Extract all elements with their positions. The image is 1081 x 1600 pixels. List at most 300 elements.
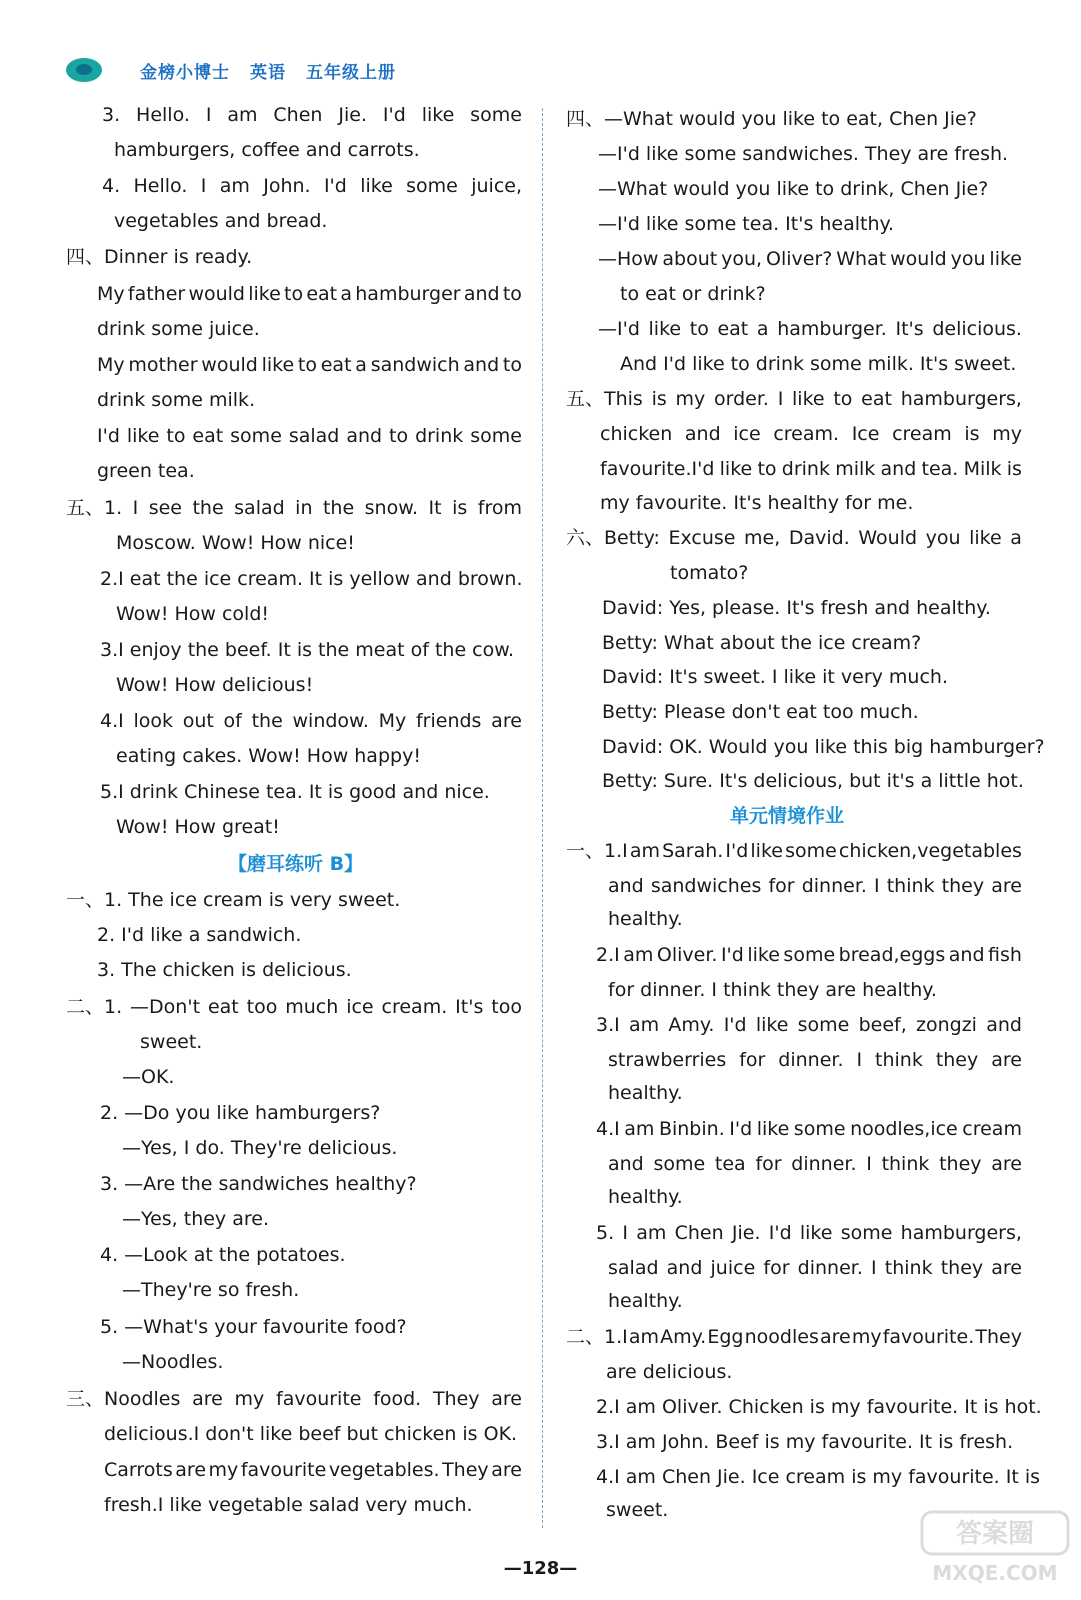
text-line: 5. —What's your favourite food? <box>100 1316 407 1338</box>
word: my <box>234 1388 265 1410</box>
word: and <box>463 354 500 376</box>
text-line: healthy. <box>608 1290 683 1312</box>
text-line <box>596 1012 1022 1038</box>
text-line <box>97 352 522 378</box>
text-line: And I'd like to drink some milk. It's sweet. <box>620 353 1017 375</box>
text-line: healthy. <box>608 1082 683 1104</box>
text-line <box>600 421 1022 447</box>
text-line <box>97 281 522 307</box>
text-line <box>596 942 1022 968</box>
word: is <box>452 497 468 519</box>
word: order. <box>713 388 769 410</box>
text-line <box>566 525 1022 551</box>
word: to <box>757 458 777 480</box>
text-line: Betty: Sure. It's delicious, but it's a little hot. <box>602 770 1024 792</box>
word: hamburger <box>355 283 461 305</box>
word: my <box>851 1326 882 1348</box>
word: 二、1. <box>66 996 123 1018</box>
word: zongzi <box>916 1014 977 1036</box>
word: from <box>477 497 522 519</box>
word: to <box>502 354 522 376</box>
word: like <box>126 425 160 447</box>
text-line <box>596 1220 1022 1246</box>
word: some <box>470 425 522 447</box>
word: My <box>378 710 407 732</box>
word: They <box>975 1326 1022 1348</box>
word: like <box>989 248 1022 270</box>
word: like <box>747 944 780 966</box>
word: too <box>491 996 522 1018</box>
text-line: healthy. <box>608 1186 683 1208</box>
word: think <box>886 875 935 897</box>
word: They <box>432 1388 480 1410</box>
word: —Don't <box>130 996 201 1018</box>
word: Amy. <box>668 1014 715 1036</box>
word: for <box>739 1049 766 1071</box>
word: see <box>148 497 182 519</box>
word: milk <box>835 458 876 480</box>
word: you, <box>721 248 763 270</box>
word: eat <box>320 354 352 376</box>
word: are <box>819 1326 851 1348</box>
text-line: —I'd like some tea. It's healthy. <box>598 213 895 235</box>
word: mother <box>128 354 198 376</box>
word: 五、1. <box>66 497 123 519</box>
text-line: green tea. <box>97 460 195 482</box>
word: tea. <box>921 458 959 480</box>
word: sandwiches <box>650 875 762 897</box>
word: I'd <box>723 1014 747 1036</box>
word: some <box>230 425 282 447</box>
word: juice <box>710 1257 756 1279</box>
word: you <box>950 248 986 270</box>
word: like <box>792 388 825 410</box>
text-line: 4.I am Chen Jie. Ice cream is my favourite. It is <box>596 1466 1041 1488</box>
word: I <box>866 1153 872 1175</box>
word: dinner. <box>791 1153 857 1175</box>
word: sandwich <box>370 354 460 376</box>
word: am <box>628 1014 660 1036</box>
text-line: are delicious. <box>606 1361 733 1383</box>
word: 2.I <box>596 944 620 966</box>
word: noodles,ice <box>850 1118 958 1140</box>
word: like <box>248 283 281 305</box>
word: you <box>925 527 961 549</box>
word: I <box>856 1049 863 1071</box>
word: a <box>1010 527 1022 549</box>
word: are <box>991 1257 1022 1279</box>
word: like <box>719 458 753 480</box>
word: I <box>622 1222 628 1244</box>
text-line <box>566 838 1022 864</box>
word: are <box>175 1459 207 1481</box>
word: for <box>763 1257 790 1279</box>
word: Oliver? <box>766 248 833 270</box>
word: 3.I <box>596 1014 620 1036</box>
word: eat <box>192 425 224 447</box>
word: Excuse <box>668 527 736 549</box>
word: are <box>991 1049 1022 1071</box>
word: Milk <box>963 458 1002 480</box>
word: much <box>285 996 339 1018</box>
text-line <box>104 1457 522 1483</box>
word: am <box>227 104 258 126</box>
word: for <box>755 1153 782 1175</box>
text-line: 四、Dinner is ready. <box>66 246 253 268</box>
text-line: —OK. <box>122 1066 175 1088</box>
word: eat <box>207 996 239 1018</box>
word: am <box>623 944 654 966</box>
word: some <box>783 944 836 966</box>
word: Jie. <box>731 1222 761 1244</box>
word: friends <box>415 710 482 732</box>
word: to <box>284 283 304 305</box>
svg-text:答案圈: 答案圈 <box>955 1519 1035 1549</box>
word: I <box>871 1257 877 1279</box>
word: beef, <box>858 1014 907 1036</box>
word: too <box>246 996 278 1018</box>
word: some <box>406 175 458 197</box>
word: about <box>662 248 718 270</box>
word: some <box>785 840 837 862</box>
word: 4.I <box>596 1118 620 1140</box>
word: to <box>389 425 409 447</box>
word: hamburgers, <box>900 388 1022 410</box>
word: dinner. <box>797 1257 863 1279</box>
word: would <box>890 248 947 270</box>
word: 六、Betty: <box>566 527 660 549</box>
text-line <box>100 708 522 734</box>
text-line: 一、1. The ice cream is very sweet. <box>66 889 401 911</box>
word: Egg <box>707 1326 744 1348</box>
word: drink <box>415 425 464 447</box>
word: eat <box>306 283 338 305</box>
word: like <box>360 175 393 197</box>
text-line: vegetables and bread. <box>114 210 328 232</box>
text-line: 2.I eat the ice cream. It is yellow and brown. <box>100 568 523 590</box>
text-line: —Noodles. <box>122 1351 224 1373</box>
word: noodles <box>744 1326 819 1348</box>
word: dinner. <box>801 875 867 897</box>
word: hamburger. <box>777 318 887 340</box>
text-line: to eat or drink? <box>620 283 766 305</box>
word: my <box>992 423 1022 445</box>
text-line <box>566 386 1022 412</box>
word: Binbin. <box>658 1118 725 1140</box>
word: is <box>1006 458 1022 480</box>
text-line: Moscow. Wow! How nice! <box>116 532 355 554</box>
word: am <box>629 840 660 862</box>
text-line: Wow! How delicious! <box>116 674 314 696</box>
text-line: 3. The chicken is delicious. <box>97 959 352 981</box>
text-line <box>102 173 522 199</box>
word: My <box>97 283 125 305</box>
word: think <box>875 1049 923 1071</box>
word: my <box>208 1459 239 1481</box>
text-line: 2.I am Oliver. Chicken is my favourite. It is hot. <box>596 1396 1042 1418</box>
word: a <box>355 354 367 376</box>
word: a <box>340 283 353 305</box>
word: the <box>192 497 224 519</box>
word: eat <box>717 318 749 340</box>
word: are <box>192 1388 223 1410</box>
word: It's <box>455 996 484 1018</box>
word: I'd <box>382 104 406 126</box>
text-line <box>566 1324 1022 1350</box>
word: me, <box>744 527 781 549</box>
word: 3. <box>102 104 121 126</box>
text-line <box>608 1255 1022 1281</box>
word: am <box>636 1222 667 1244</box>
text-line: David: It's sweet. I like it very much. <box>602 666 948 688</box>
word: I'd <box>725 840 749 862</box>
word: some <box>840 1222 893 1244</box>
word: Chen <box>273 104 323 126</box>
word: 4.I <box>100 710 124 732</box>
word: Amy. <box>660 1326 707 1348</box>
word: like <box>421 104 455 126</box>
word: and <box>666 1257 703 1279</box>
word: delicious. <box>932 318 1022 340</box>
text-line <box>598 316 1022 342</box>
word: favourite.I'd <box>600 458 715 480</box>
text-line: 3. —Are the sandwiches healthy? <box>100 1173 417 1195</box>
text-line: healthy. <box>608 908 683 930</box>
word: is <box>964 423 980 445</box>
text-line <box>66 994 522 1020</box>
text-line: —Yes, they are. <box>122 1208 269 1230</box>
word: would <box>201 354 258 376</box>
text-line: Wow! How cold! <box>116 603 270 625</box>
text-line <box>596 1116 1022 1142</box>
text-line: Betty: What about the ice cream? <box>602 632 922 654</box>
text-line: —What would you like to drink, Chen Jie? <box>598 178 989 200</box>
watermark-logo <box>920 1508 1070 1588</box>
word: my <box>675 388 706 410</box>
word: like <box>648 318 682 340</box>
word: 5. <box>596 1222 615 1244</box>
word: My <box>97 354 125 376</box>
word: some <box>470 104 522 126</box>
word: am <box>628 1326 660 1348</box>
word: Hello. <box>133 175 188 197</box>
word: John. <box>263 175 311 197</box>
word: I'd <box>97 425 120 447</box>
word: 五、This <box>566 388 643 410</box>
word: hamburgers, <box>900 1222 1022 1244</box>
text-line: —Yes, I do. They're delicious. <box>122 1137 398 1159</box>
word: for <box>768 875 795 897</box>
word: snow. <box>364 497 419 519</box>
word: strawberries <box>608 1049 727 1071</box>
word: am <box>219 175 250 197</box>
text-line: 5.I drink Chinese tea. It is good and nice. <box>100 781 490 803</box>
word: to <box>689 318 709 340</box>
text-line <box>66 1386 522 1412</box>
svg-text:MXQE.COM: MXQE.COM <box>932 1561 1058 1585</box>
word: think <box>881 1153 930 1175</box>
word: I'd <box>323 175 347 197</box>
word: cream <box>962 1118 1022 1140</box>
text-line: delicious.I don't like beef but chicken is OK. <box>104 1423 518 1445</box>
word: eat <box>861 388 892 410</box>
word: to <box>833 388 853 410</box>
word: are <box>991 1153 1022 1175</box>
word: I <box>874 875 880 897</box>
word: Jie. <box>338 104 367 126</box>
word: salad <box>234 497 285 519</box>
section-heading: 单元情境作业 <box>730 805 845 827</box>
word: and <box>608 1153 644 1175</box>
word: salad <box>608 1257 659 1279</box>
text-line <box>598 246 1022 272</box>
text-line <box>102 102 522 128</box>
grade-label: 五年级上册 <box>306 62 396 83</box>
word: ice <box>346 996 374 1018</box>
text-line <box>608 1151 1022 1177</box>
word: and <box>608 875 644 897</box>
word: are <box>491 1388 522 1410</box>
word: I'd <box>729 1118 753 1140</box>
word: to <box>502 283 522 305</box>
subject-label: 英语 <box>250 62 286 83</box>
word: they <box>935 1049 979 1071</box>
text-line: David: OK. Would you like this big hamburger? <box>602 736 1045 758</box>
word: like <box>755 1014 789 1036</box>
word: 一、1.I <box>566 840 628 862</box>
word: juice, <box>471 175 522 197</box>
word: Carrots <box>104 1459 173 1481</box>
word: cream. <box>773 423 840 445</box>
word: drink <box>781 458 830 480</box>
word: are <box>491 1459 522 1481</box>
word: father <box>127 283 186 305</box>
word: David. <box>788 527 850 549</box>
word: some <box>793 1118 846 1140</box>
text-line: 3.I am John. Beef is my favourite. It is fresh. <box>596 1431 1014 1453</box>
word: the <box>322 497 355 519</box>
word: Ice <box>851 423 880 445</box>
word: look <box>133 710 173 732</box>
text-line: 4. —Look at the potatoes. <box>100 1244 346 1266</box>
word: bread,eggs <box>838 944 946 966</box>
word: and <box>346 425 383 447</box>
text-line: my favourite. It's healthy for me. <box>600 492 914 514</box>
text-line <box>97 423 522 449</box>
word: 4. <box>102 175 121 197</box>
word: —I'd <box>598 318 640 340</box>
logo-icon <box>66 55 106 85</box>
word: the <box>251 710 283 732</box>
text-line: David: Yes, please. It's fresh and healthy. <box>602 597 991 619</box>
word: tea <box>714 1153 746 1175</box>
word: salad <box>288 425 340 447</box>
text-line: —I'd like some sandwiches. They are fresh. <box>598 143 1009 165</box>
word: and <box>684 423 721 445</box>
word: Would <box>858 527 918 549</box>
word: food. <box>373 1388 422 1410</box>
word: 三、Noodles <box>66 1388 181 1410</box>
text-line: 2. I'd like a sandwich. <box>97 924 302 946</box>
text-line <box>608 873 1022 899</box>
word: cream <box>892 423 952 445</box>
word: am <box>624 1118 655 1140</box>
text-line: 2. —Do you like hamburgers? <box>100 1102 381 1124</box>
word: Hello. <box>136 104 190 126</box>
section-heading: 【磨耳练听 B】 <box>228 853 364 875</box>
text-line: fresh.I like vegetable salad very much. <box>104 1494 473 1516</box>
word: I'd <box>720 944 744 966</box>
word: and <box>463 283 500 305</box>
word: to <box>166 425 186 447</box>
word: Oliver. <box>656 944 718 966</box>
word: —How <box>598 248 659 270</box>
word: ice <box>733 423 761 445</box>
word: vegetables. <box>328 1459 440 1481</box>
word: a <box>756 318 769 340</box>
text-line: sweet. <box>606 1499 669 1521</box>
word: of <box>223 710 242 732</box>
text-line: 四、—What would you like to eat, Chen Jie? <box>566 108 977 130</box>
word: like <box>799 1222 833 1244</box>
column-divider <box>542 108 543 1528</box>
word: cream. <box>381 996 448 1018</box>
text-line: Wow! How great! <box>116 816 280 838</box>
text-line: drink some milk. <box>97 389 256 411</box>
word: like <box>750 840 783 862</box>
word: fish <box>988 944 1022 966</box>
text-line: sweet. <box>140 1031 203 1053</box>
word: I <box>777 388 784 410</box>
page-number: —128— <box>503 1558 578 1579</box>
text-line: hamburgers, coffee and carrots. <box>114 139 420 161</box>
word: Chen <box>674 1222 724 1244</box>
page-header <box>66 52 416 88</box>
word: It <box>428 497 442 519</box>
brand-name: 金榜小博士 <box>140 62 230 83</box>
word: like <box>969 527 1002 549</box>
word: chicken <box>600 423 673 445</box>
word: they <box>940 1257 984 1279</box>
word: I <box>132 497 139 519</box>
text-line: drink some juice. <box>97 318 260 340</box>
word: in <box>295 497 313 519</box>
word: think <box>884 1257 933 1279</box>
word: and <box>880 458 917 480</box>
word: 二、1.I <box>566 1326 628 1348</box>
word: like <box>756 1118 790 1140</box>
word: dinner. <box>778 1049 844 1071</box>
word: and <box>948 944 985 966</box>
word: favourite <box>276 1388 362 1410</box>
text-line: eating cakes. Wow! How happy! <box>116 745 421 767</box>
word: is <box>651 388 667 410</box>
text-line: 3.I enjoy the beef. It is the meat of the cow. <box>100 639 515 661</box>
text-line: —They're so fresh. <box>122 1279 300 1301</box>
word: chicken,vegetables <box>838 840 1022 862</box>
word: they <box>939 1153 982 1175</box>
word: It's <box>895 318 924 340</box>
word: I <box>200 175 207 197</box>
word: I <box>205 104 212 126</box>
text-line: Betty: Please don't eat too much. <box>602 701 919 723</box>
word: favourite <box>240 1459 327 1481</box>
word: Sarah. <box>662 840 724 862</box>
word: like <box>261 354 295 376</box>
text-line <box>608 1047 1022 1073</box>
word: to <box>297 354 317 376</box>
text-line <box>66 495 522 521</box>
